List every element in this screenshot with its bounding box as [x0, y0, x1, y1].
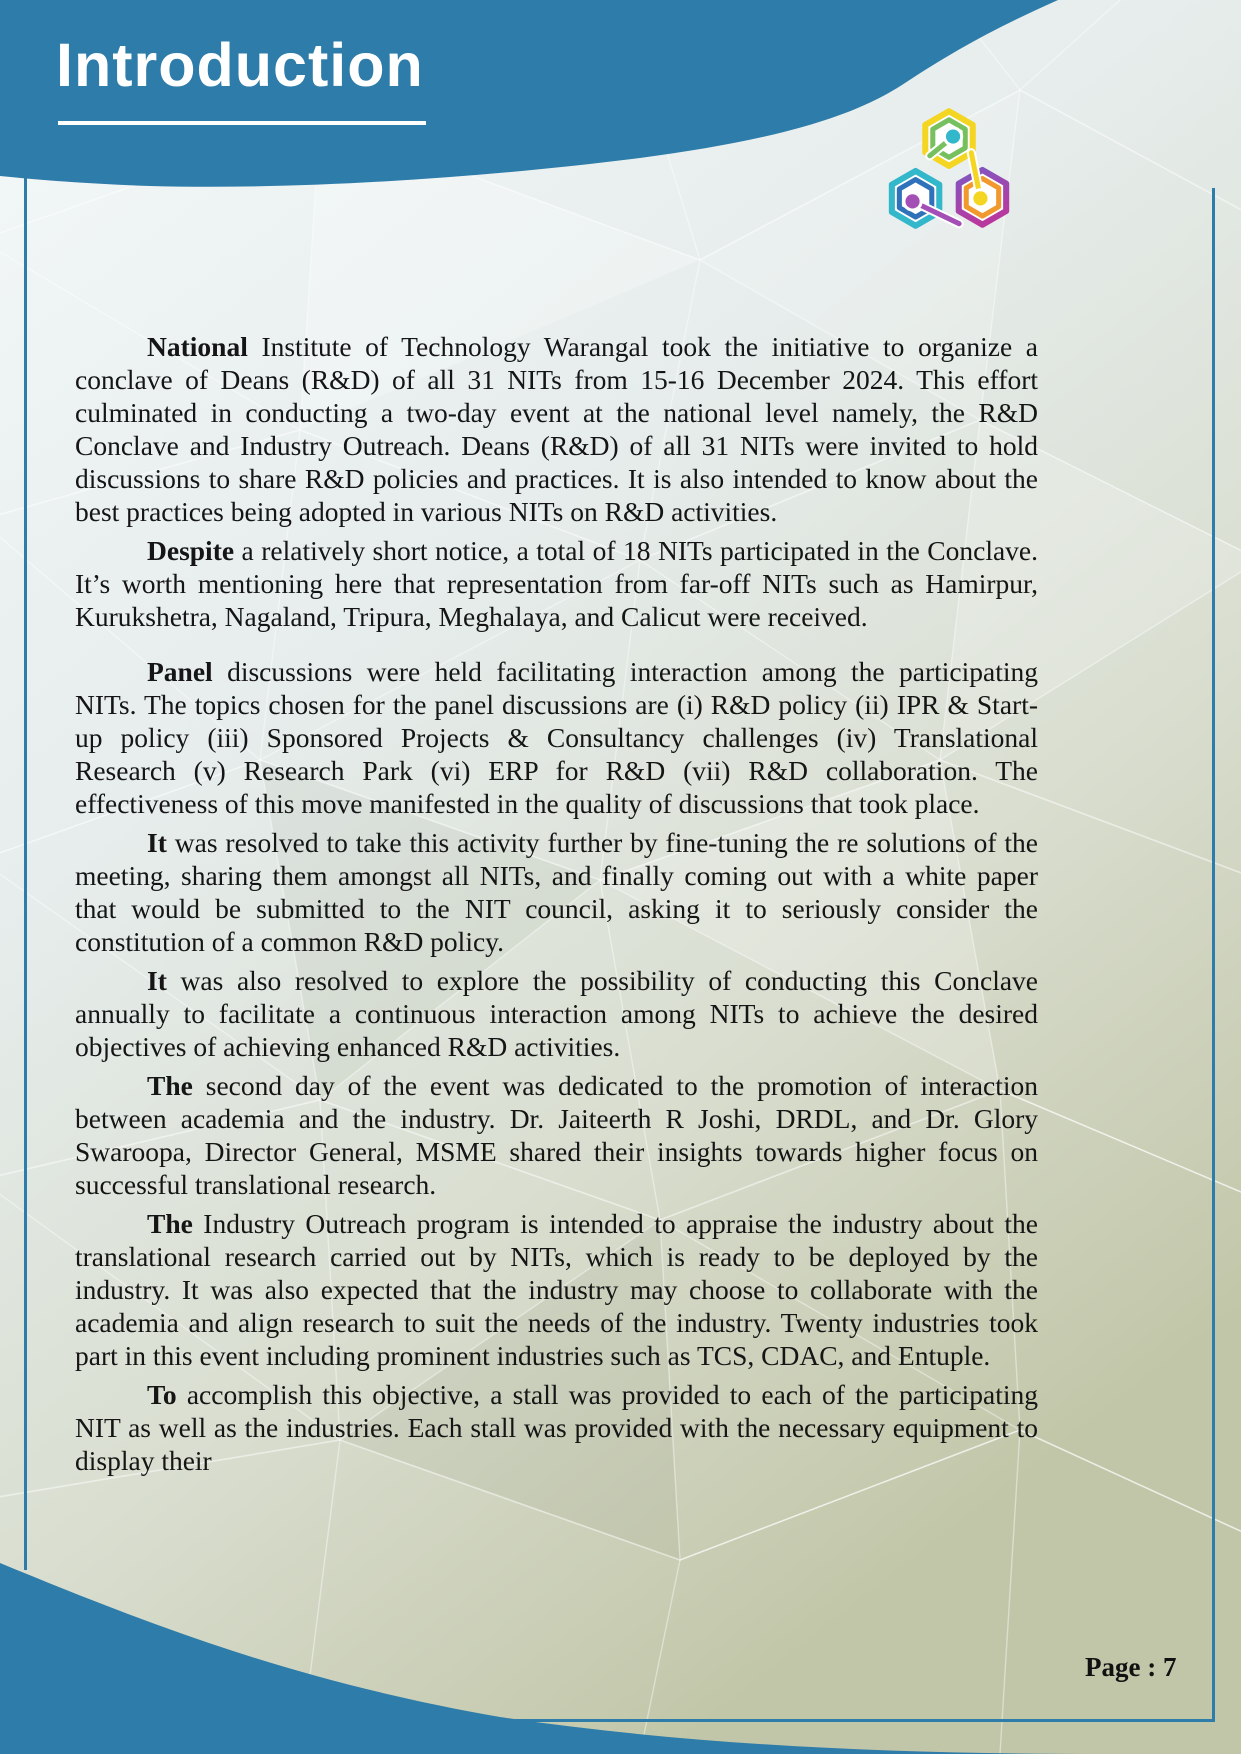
paragraph-text: second day of the event was dedicated to the promotion of interaction between academia and the industry. Dr. Jaiteerth R Joshi, DRDL, and Dr. Glory Swaroopa, Director General, MSME shared their insights towards higher focus on successful translational research. [75, 1070, 1038, 1200]
paragraph-lead: Despite [147, 535, 235, 566]
paragraph [75, 826, 1038, 958]
page-title: Introduction [56, 31, 424, 99]
paragraph-lead: It [147, 827, 167, 858]
paragraph [75, 330, 1038, 528]
paragraph [75, 1378, 1038, 1477]
paragraph-text: discussions were held facilitating interaction among the participating NITs. The topics chosen for the panel discussions are (i) R&D policy (ii) IPR & Start-up policy (iii) Sponsored Projects & Consultancy challenges (iv) Translational Research (v) Research Park (vi) ERP for R&D (vii) R&D collaboration. The effectiveness of this move manifested in the quality of discussions that took place. [75, 656, 1038, 819]
page-number: Page : 7 [1085, 1652, 1177, 1682]
paragraph-lead: The [147, 1208, 193, 1239]
paragraph-lead: To [147, 1379, 177, 1410]
paragraph-text: was also resolved to explore the possibility of conducting this Conclave annually to facilitate a continuous interaction among NITs to achieve the desired objectives of achieving enhanced R&D activities. [75, 965, 1038, 1062]
paragraph-text: a relatively short notice, a total of 18 NITs participated in the Conclave. It’s worth mentioning here that representation from far-off NITs such as Hamirpur, Kurukshetra, Nagaland, Tripura, Meghalaya, and Calicut were received. [75, 535, 1038, 632]
paragraph [75, 655, 1038, 820]
page-border-left [24, 150, 27, 1570]
paragraph-text: was resolved to take this activity further by fine-tuning the re solutions of the meeting, sharing them amongst all NITs, and finally coming out with a white paper that would be submitted to the NIT council, asking it to seriously consider the constitution of a common R&D policy. [75, 827, 1038, 957]
paragraph-lead: It [147, 965, 167, 996]
footer-wave [0, 1554, 1241, 1754]
paragraph-text: accomplish this objective, a stall was provided to each of the participating NIT as well as the industries. Each stall was provided with the necessary equipment to display their [75, 1379, 1038, 1476]
paragraph-lead: The [147, 1070, 193, 1101]
page-border-right [1212, 188, 1215, 1722]
body-text [75, 330, 1038, 1483]
paragraph [75, 964, 1038, 1063]
paragraph [75, 1207, 1038, 1372]
conclave-logo-icon [872, 96, 1024, 248]
atom-yellow [972, 190, 989, 207]
paragraph-lead: National [147, 331, 248, 362]
title-underline [58, 121, 426, 125]
paragraph-lead: Panel [147, 656, 213, 687]
paragraph [75, 534, 1038, 633]
paragraph-text: Industry Outreach program is intended to appraise the industry about the translational research carried out by NITs, which is ready to be deployed by the industry. It was also expected that the industry may choose to collaborate with the academia and align research to suit the needs of the industry. Twenty industries took part in this event including prominent industries such as TCS, CDAC, and Entuple. [75, 1208, 1038, 1371]
paragraph-text: Institute of Technology Warangal took the initiative to organize a conclave of Deans (R&D) of all 31 NITs from 15-16 December 2024. This effort culminated in conducting a two-day event at the national level namely, the R&D Conclave and Industry Outreach. Deans (R&D) of all 31 NITs were invited to hold discussions to share R&D policies and practices. It is also intended to know about the best practices being adopted in various NITs on R&D activities. [75, 331, 1038, 527]
paragraph [75, 1069, 1038, 1201]
atom-purple [904, 193, 921, 210]
atom-teal [944, 128, 961, 145]
